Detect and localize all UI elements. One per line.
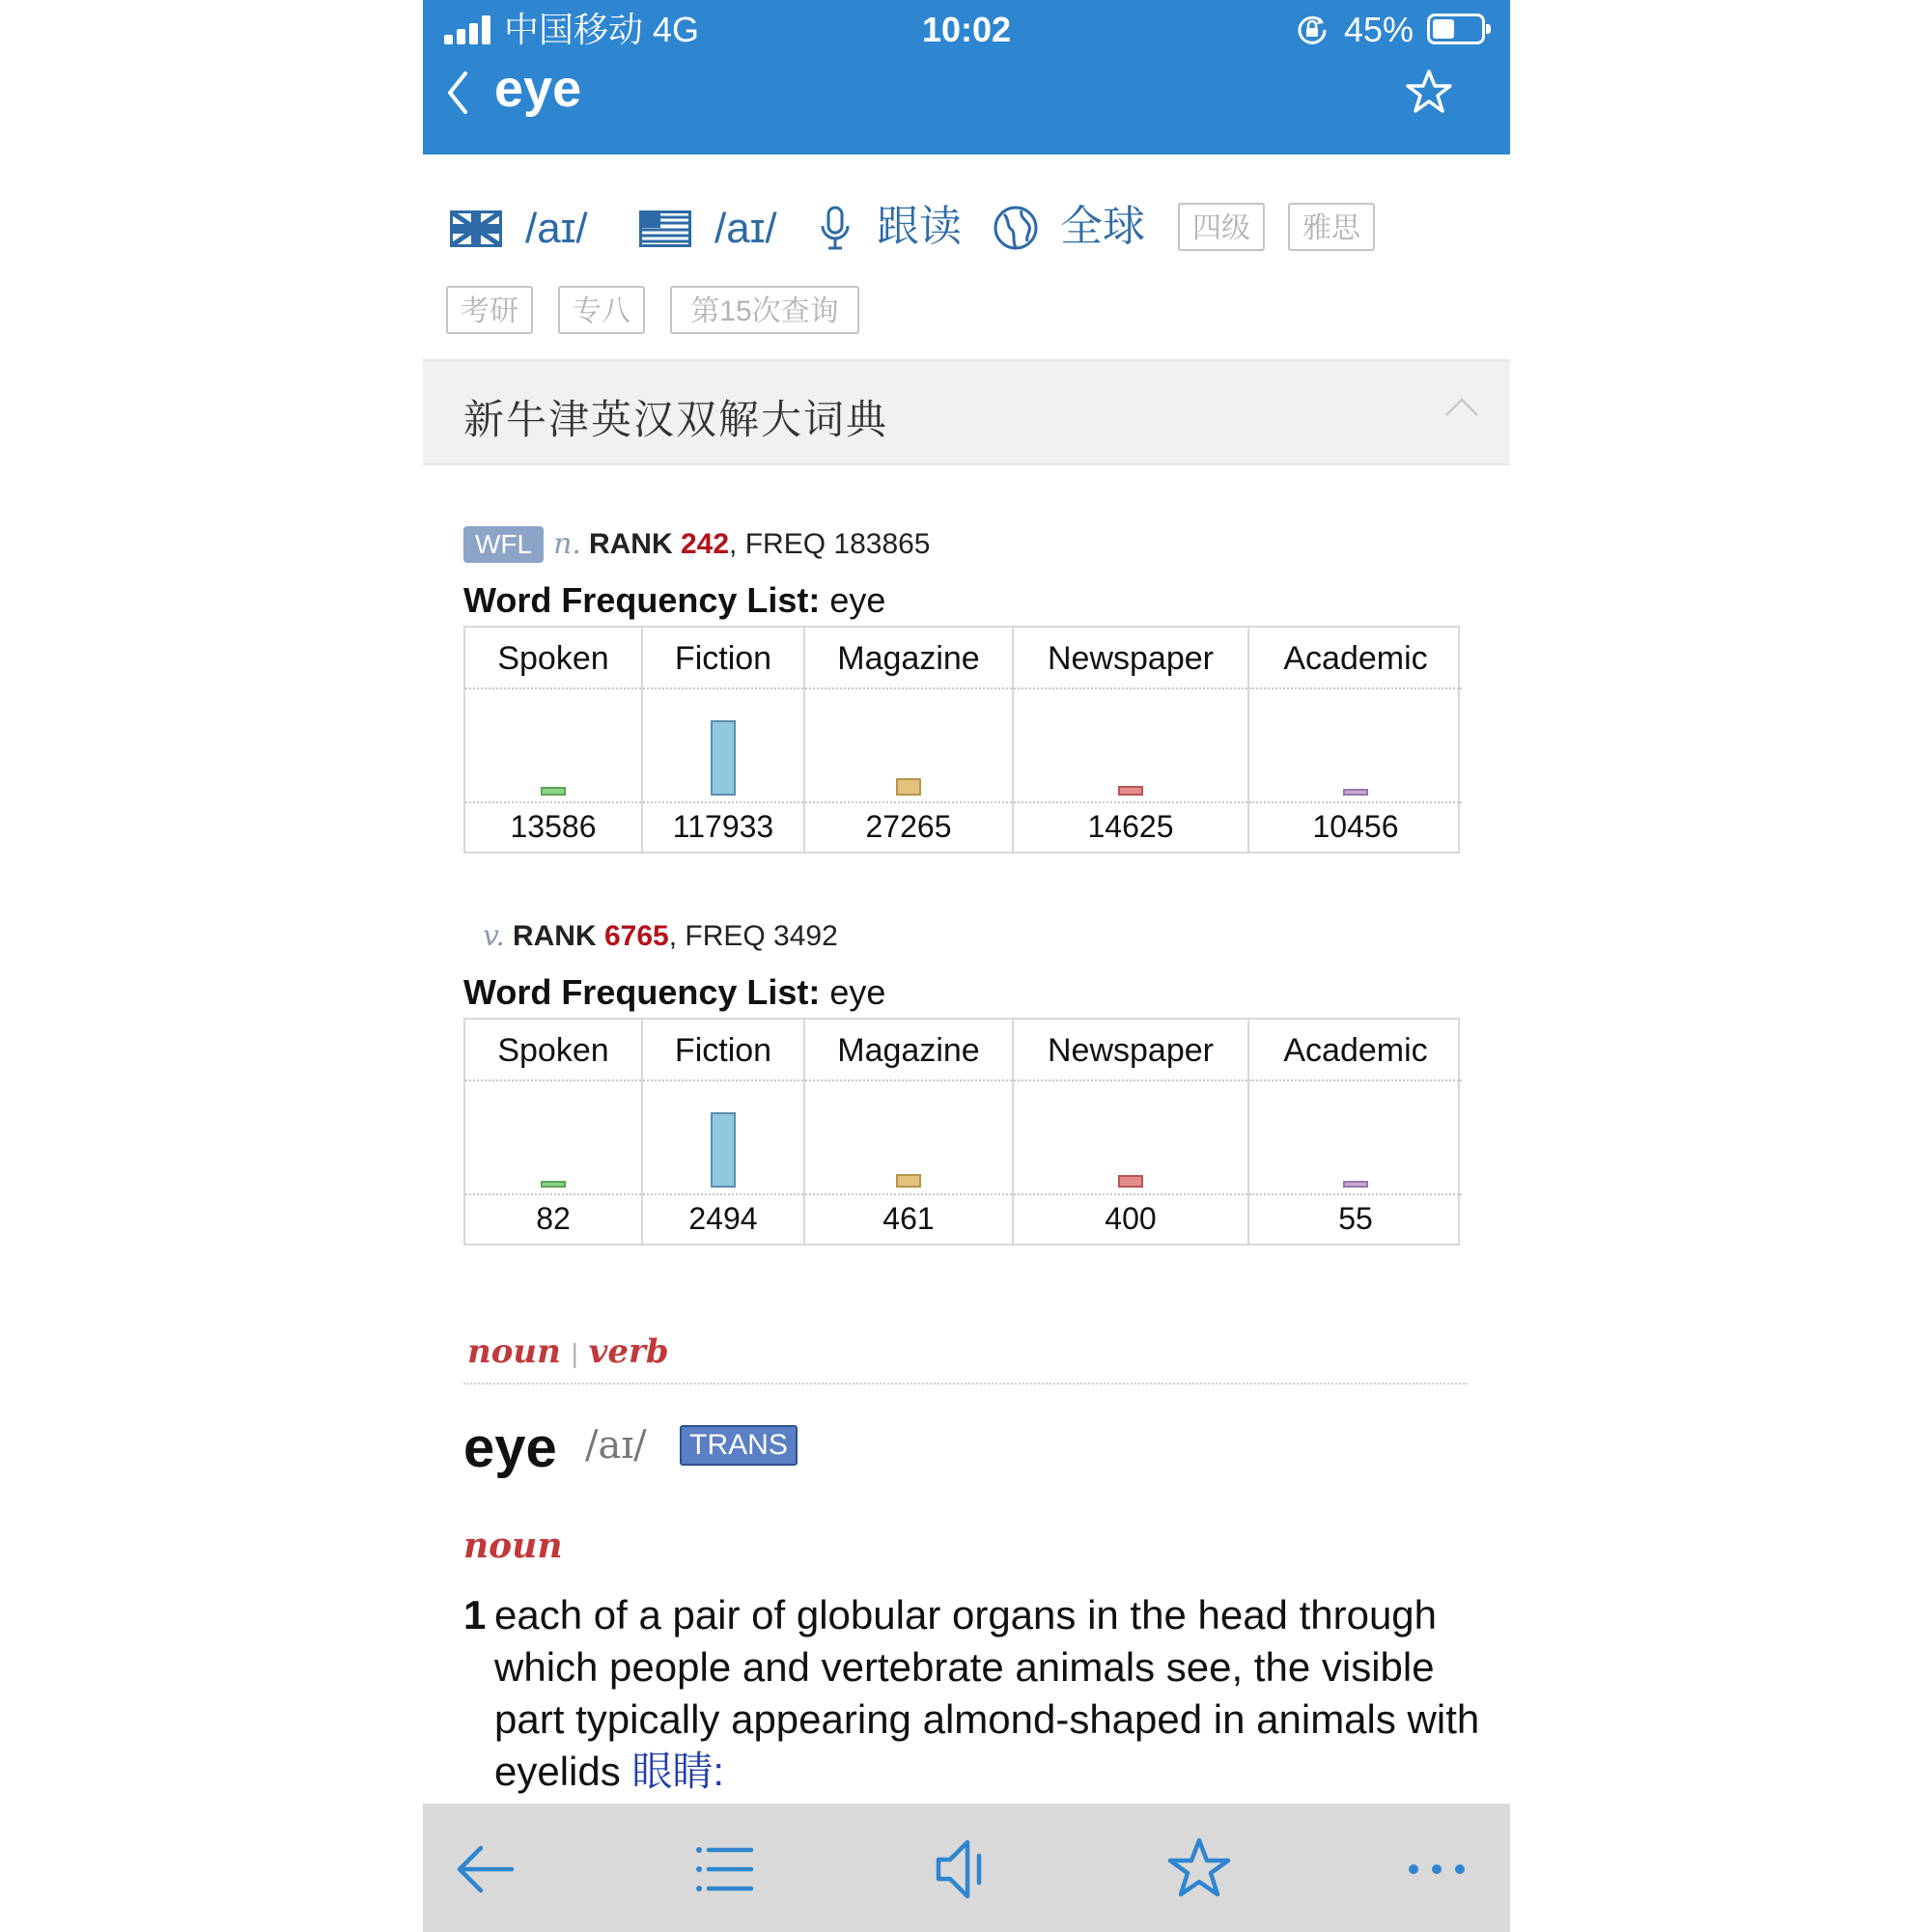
column-header: Academic xyxy=(1283,1032,1428,1069)
freq-column xyxy=(643,1020,805,1244)
rank-value: 242 xyxy=(680,528,730,560)
column-header: Spoken xyxy=(497,640,609,677)
more-icon[interactable] xyxy=(1402,1834,1471,1904)
divider xyxy=(463,1383,1468,1385)
wfl-badge: WFL xyxy=(463,526,544,563)
frequency-value: 55 xyxy=(1338,1201,1373,1236)
arrow-left-icon[interactable] xyxy=(452,1834,521,1904)
frequency-bar xyxy=(1343,789,1368,796)
uk-pronunciation[interactable]: /aɪ/ xyxy=(525,205,588,252)
phone-screen xyxy=(423,0,1510,1932)
bar-area xyxy=(643,687,803,803)
freq-column xyxy=(1249,1020,1462,1244)
carrier-label: 中国移动 4G xyxy=(504,10,700,49)
sense-number: 1 xyxy=(463,1592,487,1638)
bar-area xyxy=(465,687,641,803)
trans-button[interactable]: TRANS xyxy=(680,1425,798,1466)
frequency-value: 10456 xyxy=(1312,809,1399,844)
rank-label: RANK xyxy=(512,920,597,952)
definition-text xyxy=(494,1589,1498,1798)
battery-percent: 45% xyxy=(1344,10,1414,49)
column-header: Fiction xyxy=(674,640,772,677)
wfl-title-label: Word Frequency List: xyxy=(463,580,821,620)
freq-column xyxy=(1014,628,1249,852)
bar-area xyxy=(1014,687,1247,803)
frequency-value: 27265 xyxy=(865,809,952,844)
tag-cet4: 四级 xyxy=(1178,203,1265,251)
bar-area xyxy=(805,687,1012,803)
wfl-word: eye xyxy=(829,972,886,1012)
star-icon[interactable] xyxy=(1404,68,1454,118)
freq-column xyxy=(805,628,1014,852)
column-header: Magazine xyxy=(837,1032,980,1069)
wfl-meta-noun xyxy=(463,525,931,564)
bar-area xyxy=(465,1079,641,1195)
tag-postgrad: 考研 xyxy=(446,286,533,334)
wfl-title xyxy=(463,579,885,622)
pos-nav-separator: | xyxy=(570,1340,579,1369)
bar-area xyxy=(643,1079,803,1195)
bottom-toolbar xyxy=(423,1804,1510,1932)
freq-text: , FREQ 3492 xyxy=(668,920,838,952)
freq-column xyxy=(1014,1020,1249,1244)
frequency-table xyxy=(463,626,1460,854)
us-flag-icon[interactable] xyxy=(639,210,691,247)
frequency-value: 400 xyxy=(1105,1201,1157,1236)
bar-area xyxy=(1014,1079,1247,1195)
dictionary-header[interactable] xyxy=(423,359,1510,465)
frequency-bar xyxy=(896,778,921,796)
frequency-value: 82 xyxy=(536,1201,571,1236)
column-header: Newspaper xyxy=(1048,1032,1214,1069)
dictionary-title: 新牛津英汉双解大词典 xyxy=(463,397,889,442)
lock-rotation-icon xyxy=(1296,14,1329,46)
follow-read-button[interactable]: 跟读 xyxy=(877,203,962,250)
frequency-bar xyxy=(541,1181,566,1188)
freq-column xyxy=(1249,628,1462,852)
definition-cn: 眼睛: xyxy=(631,1749,725,1794)
clock: 10:02 xyxy=(921,10,1012,49)
pos-heading-noun: noun xyxy=(463,1526,563,1566)
wfl-meta-verb xyxy=(483,917,838,956)
bar-area xyxy=(805,1079,1012,1195)
frequency-bar xyxy=(896,1174,921,1188)
chevron-up-icon[interactable] xyxy=(1444,396,1479,419)
definition-en: each of a pair of globular organs in the head through which people and vertebrate animals see, the visible part typically appearing almond-shaped in animals with eyelids xyxy=(494,1592,1480,1794)
pos-nav-verb[interactable]: verb xyxy=(588,1332,669,1371)
us-pronunciation[interactable]: /aɪ/ xyxy=(714,205,777,252)
headword-ipa: /aɪ/ xyxy=(585,1423,647,1468)
frequency-bar xyxy=(1343,1181,1368,1188)
frequency-bar xyxy=(711,720,736,796)
bar-area xyxy=(1249,687,1462,803)
mic-icon[interactable] xyxy=(819,205,852,251)
frequency-value: 14625 xyxy=(1087,809,1174,844)
freq-column xyxy=(465,628,643,852)
frequency-value: 461 xyxy=(882,1201,935,1236)
pos-nav-noun[interactable]: noun xyxy=(467,1332,561,1371)
column-header: Magazine xyxy=(837,640,980,677)
tag-ielts: 雅思 xyxy=(1288,203,1375,251)
frequency-value: 117933 xyxy=(672,809,774,844)
column-header: Fiction xyxy=(674,1032,772,1069)
rank-label: RANK xyxy=(588,528,673,560)
back-icon[interactable] xyxy=(444,70,471,116)
global-button[interactable]: 全球 xyxy=(1060,203,1145,250)
globe-icon[interactable] xyxy=(993,205,1039,251)
frequency-value: 2494 xyxy=(688,1201,758,1236)
freq-text: , FREQ 183865 xyxy=(729,528,931,560)
bar-area xyxy=(1249,1079,1462,1195)
app-header xyxy=(423,0,1510,154)
list-icon[interactable] xyxy=(689,1834,759,1904)
page-title: eye xyxy=(494,60,582,118)
freq-column xyxy=(465,1020,643,1244)
frequency-bar xyxy=(541,787,566,796)
column-header: Spoken xyxy=(497,1032,609,1069)
pos-navigation xyxy=(467,1332,669,1371)
freq-column xyxy=(805,1020,1014,1244)
frequency-value: 13586 xyxy=(510,809,597,844)
tag-tem8: 专八 xyxy=(558,286,645,334)
column-header: Academic xyxy=(1283,640,1428,677)
tag-lookup-count: 第15次查询 xyxy=(670,286,859,334)
uk-flag-icon[interactable] xyxy=(450,210,502,247)
pos-label: v. xyxy=(483,919,505,953)
freq-column xyxy=(643,628,805,852)
frequency-table xyxy=(463,1018,1460,1246)
rank-value: 6765 xyxy=(603,920,669,952)
wfl-title-label: Word Frequency List: xyxy=(463,972,821,1012)
speaker-icon[interactable] xyxy=(929,1834,998,1904)
frequency-bar xyxy=(711,1112,736,1188)
battery-icon xyxy=(1427,14,1485,44)
wfl-title xyxy=(463,971,885,1014)
column-header: Newspaper xyxy=(1048,640,1214,677)
wfl-word: eye xyxy=(829,580,886,620)
frequency-bar xyxy=(1118,1175,1143,1188)
frequency-bar xyxy=(1118,786,1143,796)
pos-label: n. xyxy=(553,527,581,561)
star-outline-icon[interactable] xyxy=(1164,1834,1234,1904)
headword: eye xyxy=(463,1416,557,1479)
